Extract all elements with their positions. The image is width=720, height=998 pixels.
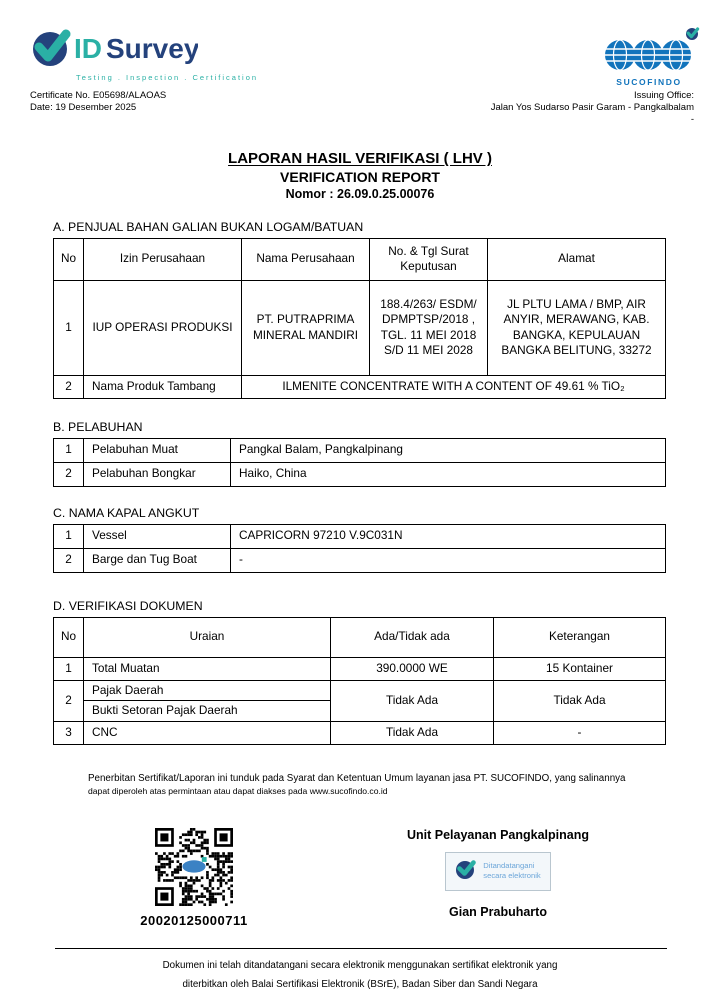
cell-produk-value: ILMENITE CONCENTRATE WITH A CONTENT OF 49.61 % TiO₂ xyxy=(242,375,666,398)
cell-uraian: Pajak Daerah xyxy=(84,680,331,701)
cell-uraian: Bukti Setoran Pajak Daerah xyxy=(84,701,331,722)
table-header-row xyxy=(54,238,666,280)
terms-footnote-line1: Penerbitan Sertifikat/Laporan ini tunduk pada Syarat dan Ketentuan Umum layanan jasa PT. SUCOFINDO, yang salinannya xyxy=(88,772,626,784)
col-header-keterangan: Keterangan xyxy=(494,617,666,657)
report-title: LAPORAN HASIL VERIFIKASI ( LHV ) xyxy=(228,149,492,167)
stamp-check-icon xyxy=(455,858,477,885)
cell-nama-perusahaan: PT. PUTRAPRIMA MINERAL MANDIRI xyxy=(242,280,370,375)
idsurvey-mini-check-icon xyxy=(685,26,700,45)
cell-izin-perusahaan: IUP OPERASI PRODUKSI xyxy=(84,280,242,375)
issuing-office-address: Jalan Yos Sudarso Pasir Garam - Pangkalbalam xyxy=(490,102,694,114)
cell-produk-label: Nama Produk Tambang xyxy=(84,375,242,398)
cell-value: - xyxy=(231,548,666,572)
section-d-table xyxy=(53,617,666,745)
cell-keterangan: Tidak Ada xyxy=(494,680,666,721)
section-a-table xyxy=(53,238,666,399)
brand-id-text: ID xyxy=(74,33,102,64)
cell-no: 2 xyxy=(54,375,84,398)
section-b-table xyxy=(53,438,666,487)
sucofindo-wordmark: SUCOFINDO xyxy=(616,77,682,88)
cell-label: Vessel xyxy=(84,524,231,548)
cell-no: 1 xyxy=(54,524,84,548)
section-c-heading: C. NAMA KAPAL ANGKUT xyxy=(53,505,200,520)
page-footer xyxy=(0,948,720,994)
certificate-number: Certificate No. E05698/ALAOAS xyxy=(30,90,167,101)
cell-surat-keputusan: 188.4/263/ ESDM/ DPMPTSP/2018 , TGL. 11 MEI 2018 S/D 11 MEI 2028 xyxy=(370,280,488,375)
issuing-office-extra: - xyxy=(690,114,694,126)
cell-no: 2 xyxy=(54,462,84,486)
section-a xyxy=(53,220,667,399)
cell-no: 2 xyxy=(54,548,84,572)
section-d xyxy=(53,599,667,745)
electronic-signature-stamp xyxy=(445,852,550,891)
cell-ada: Tidak Ada xyxy=(331,721,494,744)
brand-survey-text: Survey xyxy=(106,33,198,64)
signature-unit: Unit Pelayanan Pangkalpinang xyxy=(407,827,589,842)
section-d-heading: D. VERIFIKASI DOKUMEN xyxy=(53,598,203,613)
stamp-text-line1: Ditandatangani xyxy=(483,860,535,870)
col-header-ada: Ada/Tidak ada xyxy=(331,617,494,657)
cell-uraian: Total Muatan xyxy=(84,657,331,680)
col-header-no: No xyxy=(54,238,84,280)
section-b xyxy=(53,420,667,487)
stamp-text-line2: secara elektronik xyxy=(483,871,541,881)
report-number: Nomor : 26.09.0.25.00076 xyxy=(285,187,435,202)
table-header-row xyxy=(54,617,666,657)
qr-number: 20020125000711 xyxy=(140,912,248,928)
col-header-alamat: Alamat xyxy=(488,238,666,280)
signatory-name: Gian Prabuharto xyxy=(449,904,547,919)
issuing-office-label: Issuing Office: xyxy=(633,89,694,101)
qr-code xyxy=(155,828,233,906)
brand-tagline: Testing . Inspection . Certification xyxy=(76,73,259,82)
sucofindo-logo xyxy=(604,26,694,88)
title-block xyxy=(0,149,720,203)
table-row xyxy=(54,548,666,572)
table-row xyxy=(54,721,666,744)
report-subtitle: VERIFICATION REPORT xyxy=(280,169,440,186)
signature-block xyxy=(392,828,604,928)
cell-no: 2 xyxy=(54,680,84,721)
col-header-surat: No. & Tgl Surat Keputusan xyxy=(370,238,488,280)
col-header-nama: Nama Perusahaan xyxy=(242,238,370,280)
table-row xyxy=(54,280,666,375)
col-header-uraian: Uraian xyxy=(84,617,331,657)
table-row xyxy=(54,657,666,680)
col-header-no: No xyxy=(54,617,84,657)
cell-label: Pelabuhan Muat xyxy=(84,438,231,462)
table-row xyxy=(54,438,666,462)
table-row xyxy=(54,462,666,486)
cell-keterangan: - xyxy=(494,721,666,744)
footer-line1: Dokumen ini telah ditandatangani secara elektronik menggunakan sertifikat elektronik yang xyxy=(162,960,558,971)
sucofindo-globes-icon xyxy=(604,39,694,72)
section-c-table xyxy=(53,524,666,573)
section-a-heading: A. PENJUAL BAHAN GALIAN BUKAN LOGAM/BATUAN xyxy=(53,219,364,234)
header-left xyxy=(30,26,258,127)
idsurvey-logo xyxy=(30,26,258,82)
header xyxy=(0,0,720,127)
cell-label: Pelabuhan Bongkar xyxy=(84,462,231,486)
cell-value: Pangkal Balam, Pangkalpinang xyxy=(231,438,666,462)
footer-divider xyxy=(55,948,667,949)
cell-no: 1 xyxy=(54,280,84,375)
header-right xyxy=(491,26,694,127)
cell-ada: Tidak Ada xyxy=(331,680,494,721)
col-header-izin: Izin Perusahaan xyxy=(84,238,242,280)
cell-no: 3 xyxy=(54,721,84,744)
terms-footnote xyxy=(88,772,680,798)
cell-value: CAPRICORN 97210 V.9C031N xyxy=(231,524,666,548)
terms-footnote-line2: dapat diperoleh atas permintaan atau dapat diakses pada www.sucofindo.co.id xyxy=(88,786,388,797)
cell-no: 1 xyxy=(54,657,84,680)
certificate-date: Date: 19 Desember 2025 xyxy=(30,102,137,114)
section-b-heading: B. PELABUHAN xyxy=(53,419,143,434)
table-row xyxy=(54,375,666,398)
table-row xyxy=(54,680,666,701)
cell-value: Haiko, China xyxy=(231,462,666,486)
section-c xyxy=(53,506,667,573)
stamp-text xyxy=(483,861,540,882)
cell-keterangan: 15 Kontainer xyxy=(494,657,666,680)
cell-ada: 390.0000 WE xyxy=(331,657,494,680)
footer-line2: diterbitkan oleh Balai Sertifikasi Elektronik (BSrE), Badan Siber dan Sandi Negara xyxy=(182,979,538,991)
bottom-row xyxy=(53,828,667,928)
idsurvey-logo-icon xyxy=(30,26,198,70)
cell-uraian: CNC xyxy=(84,721,331,744)
table-row xyxy=(54,524,666,548)
cell-no: 1 xyxy=(54,438,84,462)
cell-label: Barge dan Tug Boat xyxy=(84,548,231,572)
cell-alamat: JL PLTU LAMA / BMP, AIR ANYIR, MERAWANG, KAB. BANGKA, KEPULAUAN BANGKA BELITUNG, 33272 xyxy=(488,280,666,375)
certificate-info xyxy=(30,90,258,115)
qr-block xyxy=(138,828,250,928)
